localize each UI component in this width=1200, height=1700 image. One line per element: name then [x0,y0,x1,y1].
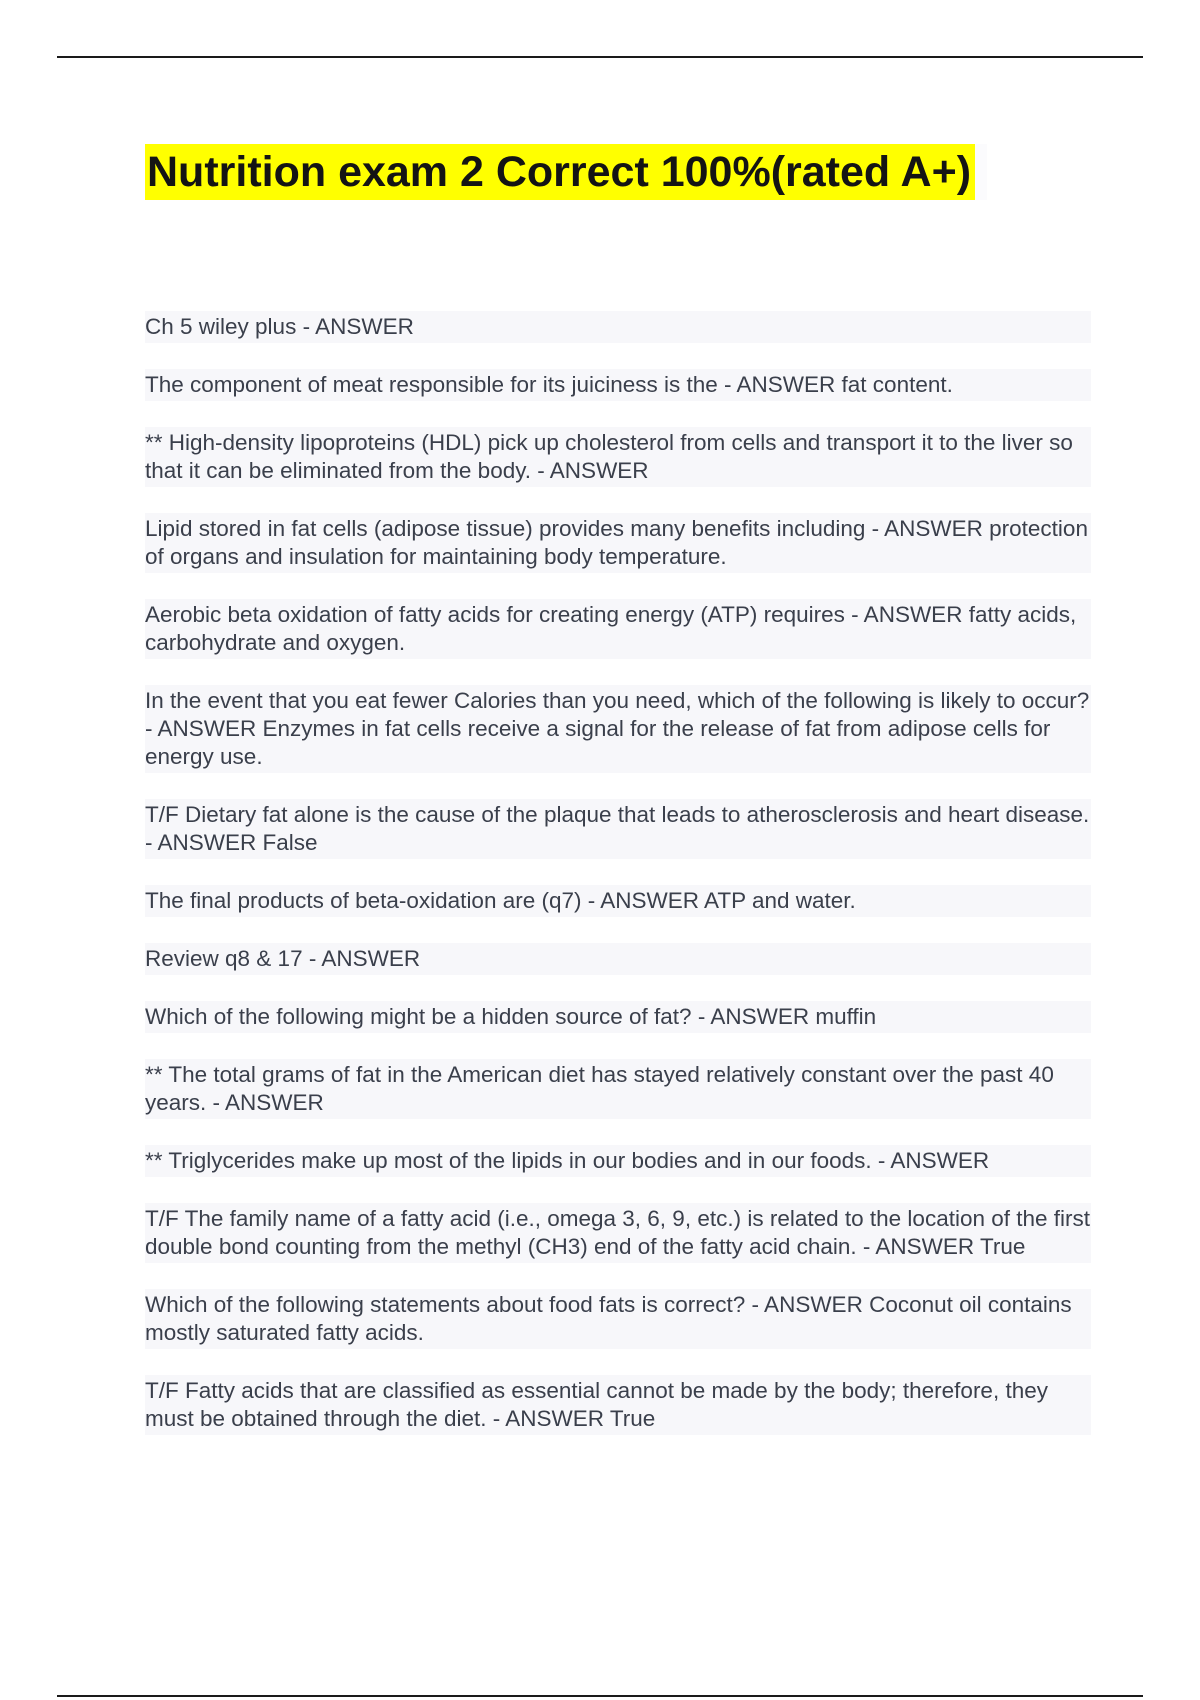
qa-item: The component of meat responsible for its juiciness is the - ANSWER fat content. [145,369,1091,401]
qa-item: Ch 5 wiley plus - ANSWER [145,311,1091,343]
qa-item: The final products of beta-oxidation are (q7) - ANSWER ATP and water. [145,885,1091,917]
qa-item: ** High-density lipoproteins (HDL) pick up cholesterol from cells and transport it to the liver so that it can be eliminated from the body. - ANSWER [145,427,1091,487]
document-title: Nutrition exam 2 Correct 100%(rated A+) [145,144,975,200]
top-rule [57,56,1143,58]
qa-item: ** The total grams of fat in the American diet has stayed relatively constant over the past 40 years. - ANSWER [145,1059,1091,1119]
qa-list [145,311,1091,1461]
qa-item: Which of the following might be a hidden source of fat? - ANSWER muffin [145,1001,1091,1033]
qa-item: In the event that you eat fewer Calories than you need, which of the following is likely to occur? - ANSWER Enzymes in fat cells receive a signal for the release of fat from adipose cells for energy use. [145,685,1091,773]
qa-item: Lipid stored in fat cells (adipose tissue) provides many benefits including - ANSWER protection of organs and insulation for maintaining body temperature. [145,513,1091,573]
qa-item: T/F Dietary fat alone is the cause of the plaque that leads to atherosclerosis and heart disease. - ANSWER False [145,799,1091,859]
qa-item: T/F Fatty acids that are classified as essential cannot be made by the body; therefore, they must be obtained through the diet. - ANSWER True [145,1375,1091,1435]
qa-item: T/F The family name of a fatty acid (i.e., omega 3, 6, 9, etc.) is related to the location of the first double bond counting from the methyl (CH3) end of the fatty acid chain. - ANSWER True [145,1203,1091,1263]
title-block [145,144,987,200]
qa-item: Aerobic beta oxidation of fatty acids for creating energy (ATP) requires - ANSWER fatty acids, carbohydrate and oxygen. [145,599,1091,659]
bottom-rule [57,1695,1143,1697]
qa-item: ** Triglycerides make up most of the lipids in our bodies and in our foods. - ANSWER [145,1145,1091,1177]
qa-item: Which of the following statements about food fats is correct? - ANSWER Coconut oil contains mostly saturated fatty acids. [145,1289,1091,1349]
qa-item: Review q8 & 17 - ANSWER [145,943,1091,975]
